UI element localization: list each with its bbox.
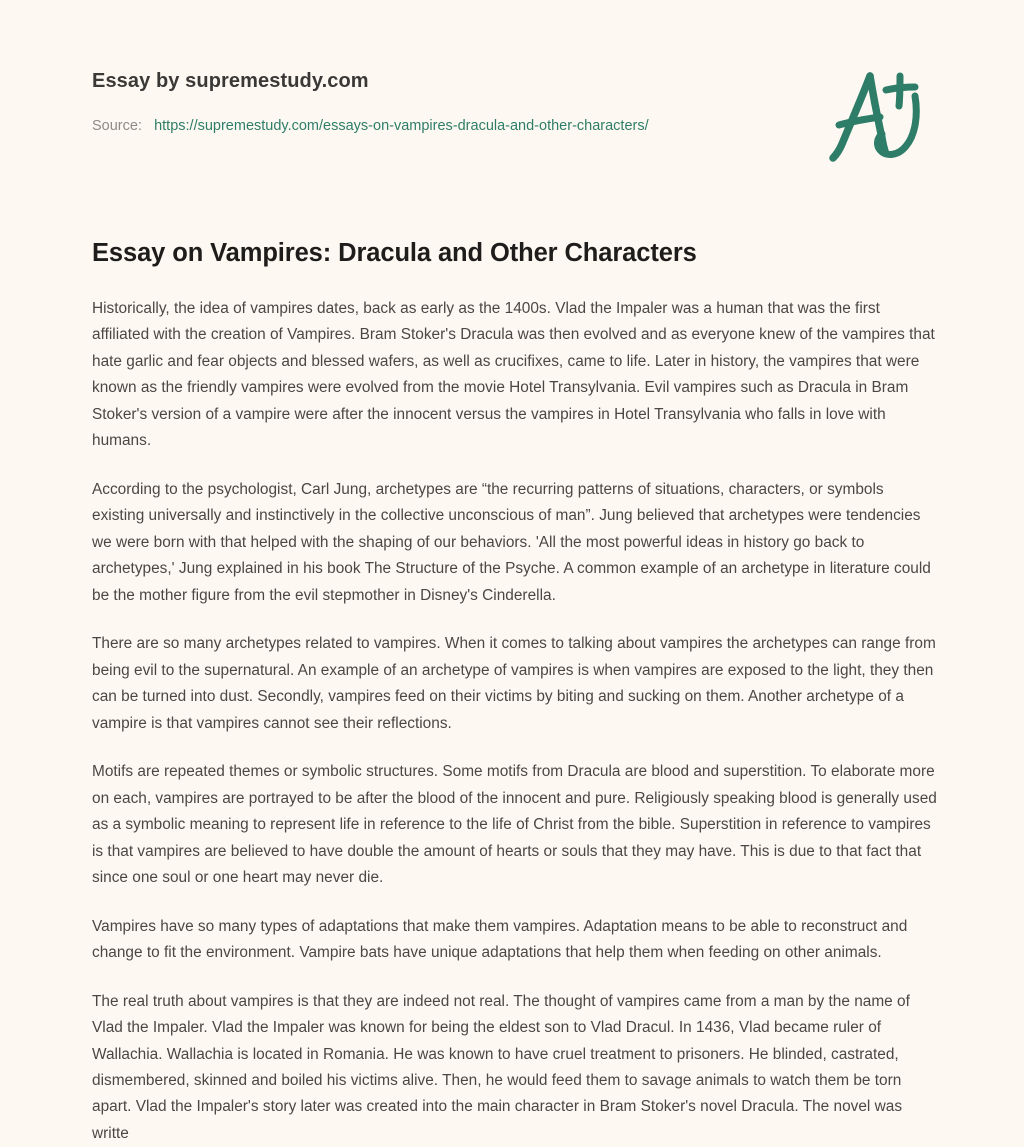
page-title: Essay on Vampires: Dracula and Other Characters [92, 239, 697, 267]
paragraph: There are so many archetypes related to vampires. When it comes to talking about vampires the archetypes can range from being evil to the supernatural. An example of an archetype of vampires is when vampires are exposed to the light, they then can be turned into dust. Secondly, vampires feed on their victims by biting and sucking on them. Another archetype of a vampire is that vampires cannot see their reflections. [92, 635, 936, 732]
page-header [0, 0, 1024, 200]
paragraph: The real truth about vampires is that they are indeed not real. The thought of vampires came from a man by the name of Vlad the Impaler. Vlad the Impaler was known for being the eldest son to Vlad Dracul. In 1436, Vlad became ruler of Wallachia. Wallachia is located in Romania. He was known to have cruel treatment to prisoners. He blinded, castrated, dismembered, skinned and boiled his victims alive. Then, he would feed them to savage animals to watch them be torn apart. Vlad the Impaler's story later was created into the main character in Bram Stoker's novel Dracula. The novel was writte [92, 992, 910, 1142]
article-body [92, 296, 937, 1147]
essay-byline: Essay by supremestudy.com [92, 70, 369, 92]
article [92, 238, 937, 1147]
paragraph: Motifs are repeated themes or symbolic structures. Some motifs from Dracula are blood and superstition. To elaborate more on each, vampires are portrayed to be after the blood of the innocent and pure. Religiously speaking blood is generally used as a symbolic meaning to represent life in reference to the life of Christ from the bible. Superstition in reference to vampires is that vampires are believed to have double the amount of hearts or souls that they may have. This is due to that fact that since one soul or one heart may never die. [92, 763, 937, 887]
paragraph: Vampires have so many types of adaptations that make them vampires. Adaptation means to be able to reconstruct and change to fit the environment. Vampire bats have unique adaptations that help them when feeding on other animals. [92, 917, 908, 962]
source-url-link[interactable]: https://supremestudy.com/essays-on-vampires-dracula-and-other-characters/ [154, 118, 649, 134]
source-line [92, 118, 649, 134]
source-label: Source: [92, 118, 142, 134]
a-plus-logo-svg [820, 62, 930, 172]
paragraph: Historically, the idea of vampires dates, back as early as the 1400s. Vlad the Impaler was a human that was the first affiliated with the creation of Vampires. Bram Stoker's Dracula was then evolved and as everyone knew of the vampires that hate garlic and fear objects and blessed wafers, as well as crucifixes, came to life. Later in history, the vampires that were known as the friendly vampires were evolved from the movie Hotel Transylvania. Evil vampires such as Dracula in Bram Stoker's version of a vampire were after the innocent versus the vampires in Hotel Transylvania who falls in love with humans. [92, 299, 935, 450]
a-plus-logo-icon [820, 62, 930, 172]
paragraph: According to the psychologist, Carl Jung, archetypes are “the recurring patterns of situations, characters, or symbols existing universally and instinctively in the collective unconscious of man”. Jung believed that archetypes were tendencies we were born with that helped with the shaping of our behaviors. 'All the most powerful ideas in history go back to archetypes,' Jung explained in his book The Structure of the Psyche. A common example of an archetype in literature could be the mother figure from the evil stepmother in Disney's Cinderella. [92, 480, 931, 604]
